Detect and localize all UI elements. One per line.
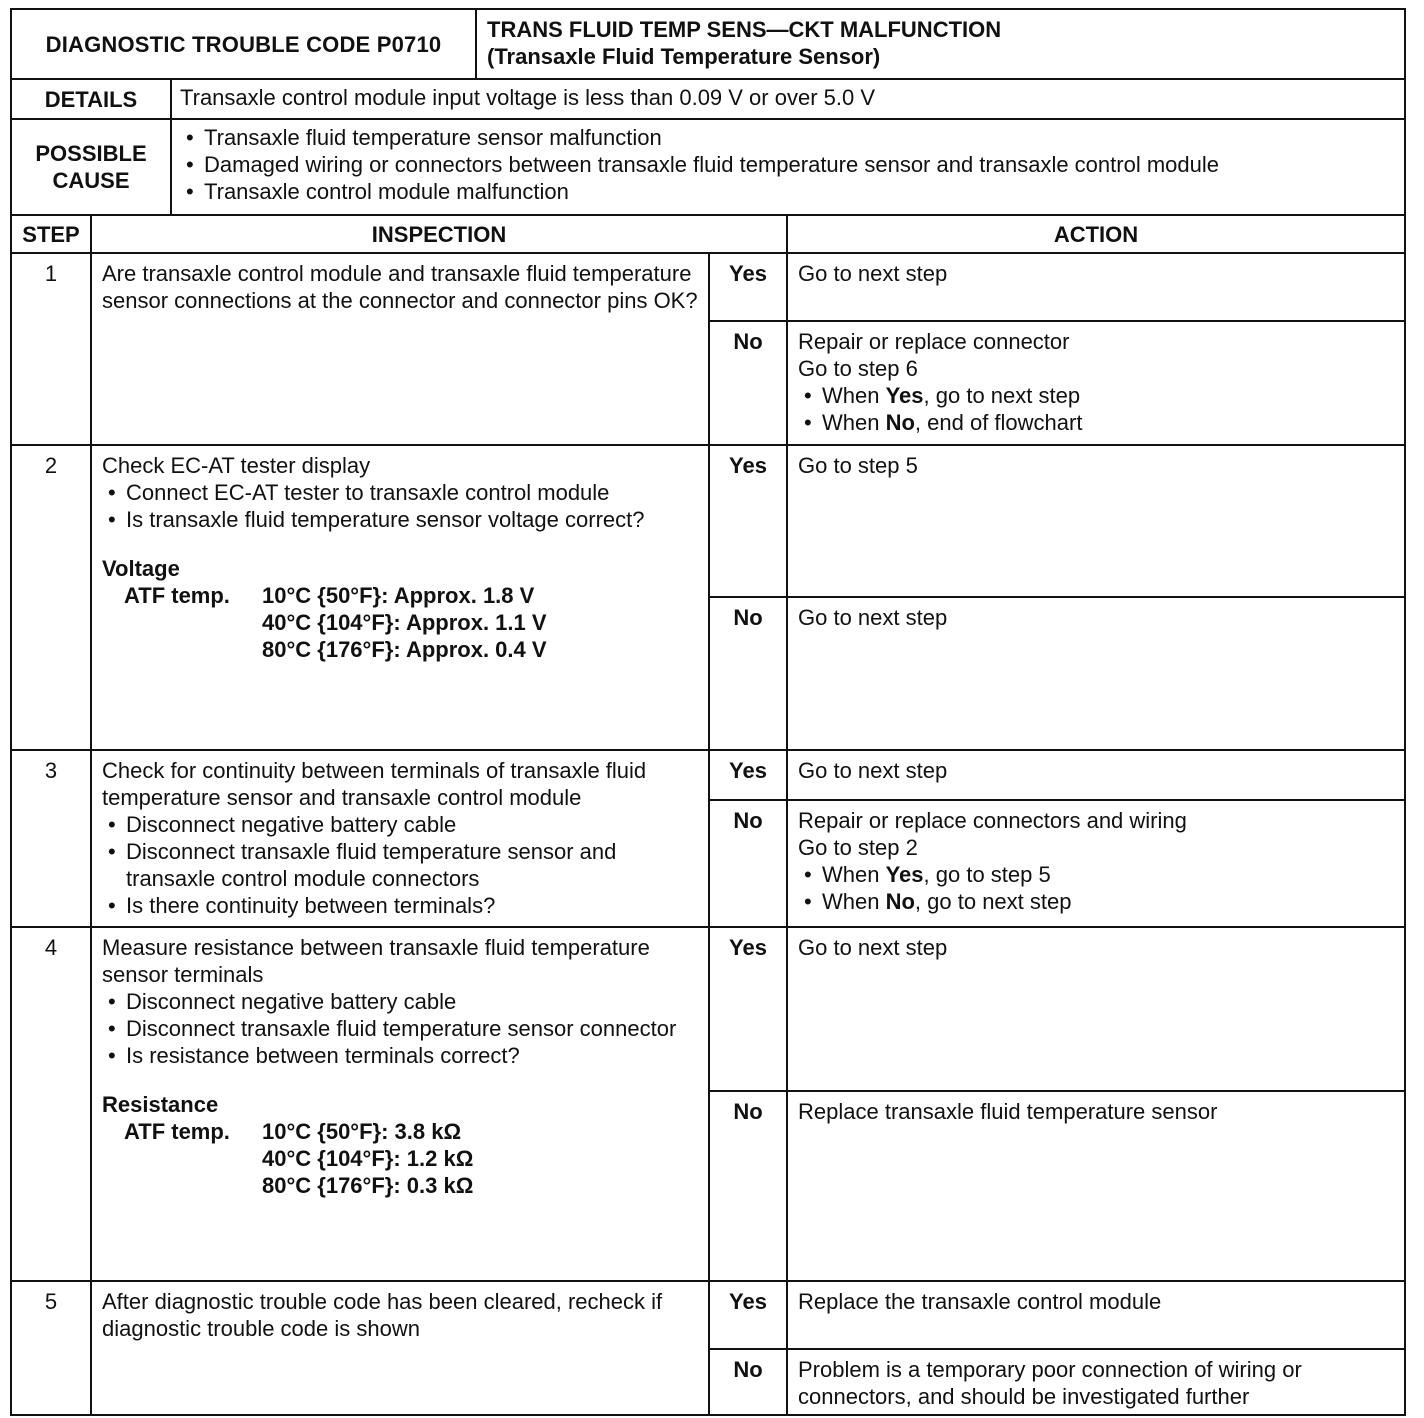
no-label: No [709,800,787,927]
spec-value: 80°C {176°F}: 0.3 kΩ [262,1173,474,1198]
bullet-text: When [822,862,886,887]
table-row [11,445,1405,597]
bullet-text: When [822,383,886,408]
yes-label: Yes [709,1281,787,1349]
list-item: • Disconnect transaxle fluid temperature sensor and transaxle control module connectors [102,838,698,892]
bullet-text: , end of flowchart [914,410,1083,435]
step-number: 1 [11,253,91,445]
column-header-step: STEP [11,215,91,253]
steps-table [10,214,1406,1416]
column-header-action: ACTION [787,215,1405,253]
bullet-text: When [822,410,886,435]
spec-value: 80°C {176°F}: Approx. 0.4 V [262,637,547,662]
list-item: • Disconnect negative battery cable [102,988,698,1015]
possible-cause-list [171,119,1405,215]
step-number: 2 [11,445,91,750]
details-label: DETAILS [11,79,171,119]
step-number: 5 [11,1281,91,1415]
list-item: • Connect EC-AT tester to transaxle control module [102,479,698,506]
spec-value: 40°C {104°F}: 1.2 kΩ [262,1146,474,1171]
no-label: No [709,1349,787,1415]
yes-action: Replace the transaxle control module [787,1281,1405,1349]
code-title [476,9,1405,79]
list-item [798,861,1394,888]
list-item [798,382,1394,409]
spec-label: ATF temp. [124,583,230,608]
bullet-text: , go to next step [914,889,1072,914]
spec-block [102,555,698,663]
spec-title: Voltage [102,556,180,581]
step-inspection-text: Check for continuity between terminals of transaxle fluid temperature sensor and transaxle control module [102,758,647,810]
list-item: • Damaged wiring or connectors between transaxle fluid temperature sensor and transaxle control module [180,151,1396,178]
step-number: 3 [11,750,91,927]
diagnostic-sheet [10,8,1406,1416]
step-inspection [91,927,709,1281]
no-action-line: Repair or replace connector [798,329,1070,354]
no-action-line: Repair or replace connectors and wiring [798,808,1187,833]
bullet-keyword: No [885,889,915,914]
yes-label: Yes [709,445,787,597]
spec-block [102,1091,698,1199]
step-inspection-text: Check EC-AT tester display [102,453,371,478]
yes-action: Go to step 5 [787,445,1405,597]
column-header-inspection: INSPECTION [91,215,787,253]
step-inspection [91,445,709,750]
bullet-text: , go to step 5 [923,862,1051,887]
no-action-line: Go to step 2 [798,835,918,860]
no-action: Replace transaxle fluid temperature sensor [787,1091,1405,1281]
step-inspection: After diagnostic trouble code has been cleared, recheck if diagnostic trouble code is shown [91,1281,709,1415]
spec-label: ATF temp. [124,1119,230,1144]
no-action: Go to next step [787,597,1405,750]
spec-value: 10°C {50°F}: Approx. 1.8 V [262,583,535,608]
list-item [798,888,1394,915]
list-item: • Disconnect negative battery cable [102,811,698,838]
no-label: No [709,597,787,750]
table-row [11,750,1405,800]
bullet-keyword: Yes [885,862,924,887]
no-action [787,321,1405,445]
details-text: Transaxle control module input voltage is less than 0.09 V or over 5.0 V [171,79,1405,119]
bullet-keyword: No [885,410,915,435]
yes-action: Go to next step [787,750,1405,800]
list-item: • Transaxle fluid temperature sensor malfunction [180,124,1396,151]
table-row [11,927,1405,1091]
possible-cause-label-line1: POSSIBLE [35,141,147,166]
no-action [787,800,1405,927]
yes-label: Yes [709,750,787,800]
table-row [11,1281,1405,1349]
possible-cause-label [11,119,171,215]
spec-value: 40°C {104°F}: Approx. 1.1 V [262,610,547,635]
list-item: • Is resistance between terminals correct? [102,1042,698,1069]
bullet-text: When [822,889,886,914]
bullet-keyword: Yes [885,383,924,408]
no-action: Problem is a temporary poor connection of wiring or connectors, and should be investigated further [787,1349,1405,1415]
spec-value: 10°C {50°F}: 3.8 kΩ [262,1119,462,1144]
yes-action: Go to next step [787,927,1405,1091]
code-title-line1: TRANS FLUID TEMP SENS—CKT MALFUNCTION [487,17,1002,42]
list-item: • Is transaxle fluid temperature sensor voltage correct? [102,506,698,533]
yes-action: Go to next step [787,253,1405,321]
code-title-line2: (Transaxle Fluid Temperature Sensor) [487,44,881,69]
bullet-text: , go to next step [923,383,1081,408]
no-label: No [709,1091,787,1281]
list-item: • Transaxle control module malfunction [180,178,1396,205]
header-table [10,8,1406,80]
step-inspection: Are transaxle control module and transaxle fluid temperature sensor connections at the connector and connector pins OK? [91,253,709,445]
spec-title: Resistance [102,1092,219,1117]
info-table [10,78,1406,216]
step-inspection [91,750,709,927]
list-item: • Disconnect transaxle fluid temperature sensor connector [102,1015,698,1042]
list-item: • Is there continuity between terminals? [102,892,698,919]
list-item [798,409,1394,436]
yes-label: Yes [709,253,787,321]
step-number: 4 [11,927,91,1281]
possible-cause-label-line2: CAUSE [52,168,130,193]
no-label: No [709,321,787,445]
step-inspection-text: Measure resistance between transaxle fluid temperature sensor terminals [102,935,650,987]
yes-label: Yes [709,927,787,1091]
trouble-code: DIAGNOSTIC TROUBLE CODE P0710 [11,9,476,79]
no-action-line: Go to step 6 [798,356,918,381]
table-row [11,253,1405,321]
